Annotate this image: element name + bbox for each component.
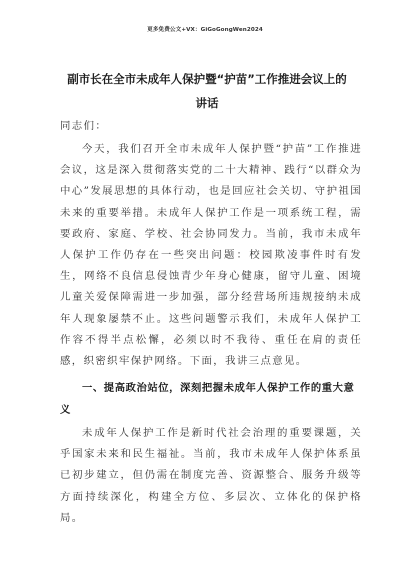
title-line-1: 副市长在全市未成年人保护暨“护苗”工作推进会议上的 [67, 72, 347, 86]
title-line-2: 讲话 [195, 96, 219, 110]
header-note: 更多免费公文+VX：GiGoGongWen2024 [147, 27, 263, 33]
section-heading-1: 一、提高政治站位，深刻把握未成年人保护工作的重大意义 [60, 382, 355, 416]
paragraph-2: 未成年人保护工作是新时代社会治理的重要课题，关乎国家未来和民生福祉。当前，我市未成年人保护体系虽已初步建立，但仍需在制度完善、资源整合、服务升级等方面持续深化，构建全方位、多层次、立体化的保护格局。 [60, 427, 362, 524]
paragraph-1: 今天，我们召开全市未成年人保护暨“护苗”工作推进会议，这是深入贯彻落实党的二十大精神、践行“以群众为中心”发展思想的具体行动，也是回应社会关切、守护祖国未来的重要举措。未成年人保护工作是一项系统工程，需要政府、家庭、学校、社会协同发力。当前，我市未成年人保护工作仍存在一些突出问题：校园欺凌事件时有发生，网络不良信息侵蚀青少年身心健康，留守儿童、困境儿童关爱保障需进一步加强，部分经营场所违规接纳未成年人现象屡禁不止。这些问题警示我们，未成年人保护工作容不得半点松懈，必须以时不我待、重任在肩的责任感，织密织牢保护网络。下面，我讲三点意见。 [60, 143, 362, 368]
salutation: 同志们： [60, 120, 108, 132]
document-title [52, 67, 362, 115]
